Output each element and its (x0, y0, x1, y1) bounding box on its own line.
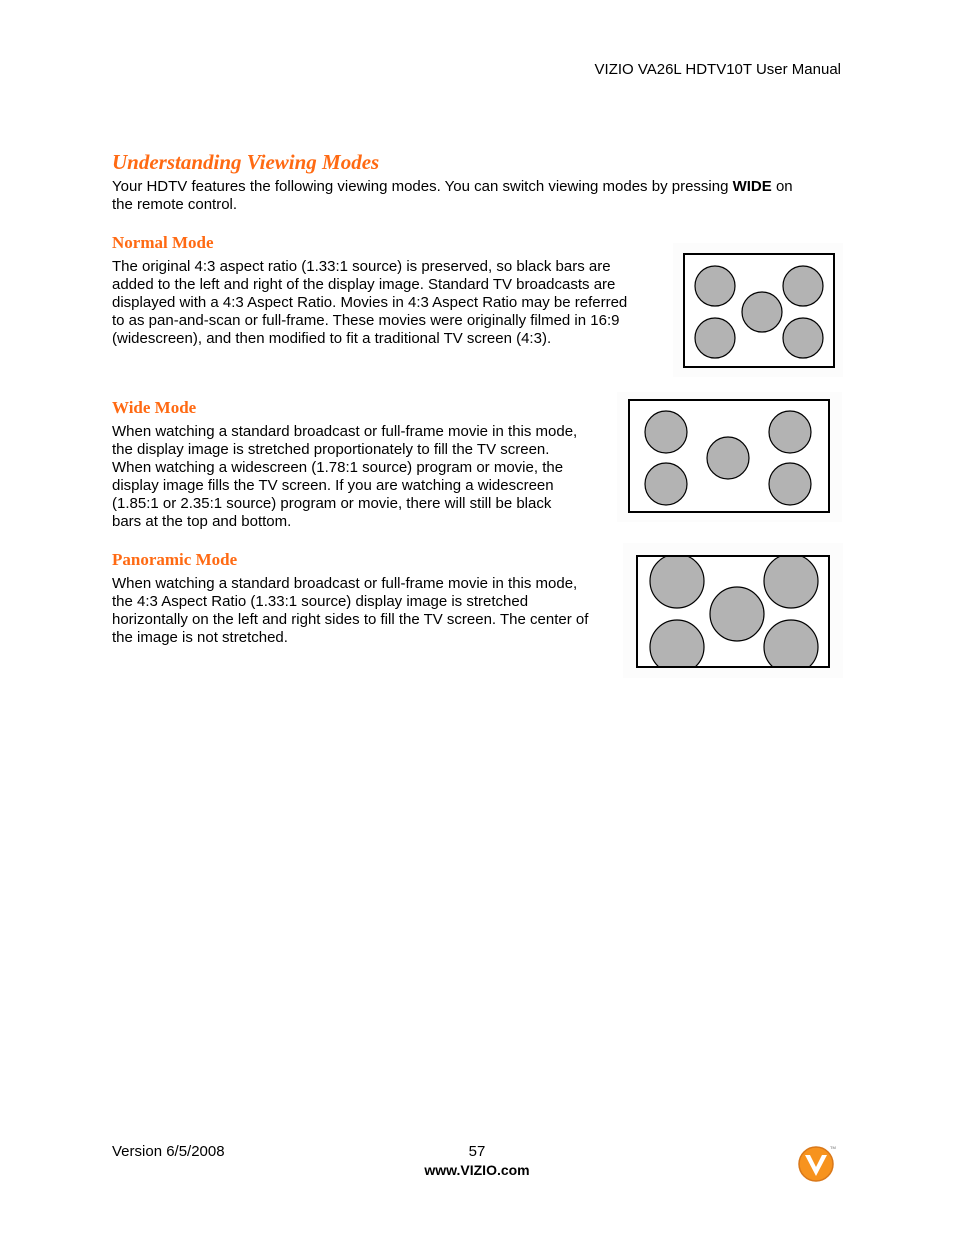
page-number: 57 (468, 1143, 486, 1160)
wide-mode-text: When watching a standard broadcast or full-frame movie in this mode, the display image is stretched proportionately to fill the TV screen. When watching a widescreen (1.78:1 source) program or movie, the display image fills the TV screen. If you are watching a widescreen (1.85:1 or 2.35:1 source) program or movie, there will still be black bars at the top and bottom. (112, 423, 578, 530)
page-header: VIZIO VA26L HDTV10T User Manual (594, 61, 841, 78)
intro-line-2: the remote control. (112, 196, 238, 213)
intro-line-1: Your HDTV features the following viewing modes. You can switch viewing modes by pressing WIDE on (112, 178, 793, 195)
version-label: Version 6/5/2008 (112, 1143, 225, 1160)
normal-mode-diagram (673, 243, 843, 377)
normal-mode-text: The original 4:3 aspect ratio (1.33:1 source) is preserved, so black bars are added to the left and right of the display image. Standard TV broadcasts are displayed with a 4:3 Aspect Ratio. Movies in 4:3 Aspect Ratio may be referred to as pan-and-scan or full-frame. These movies were originally filmed in 16:9 (widescreen), and then modified to fit a traditional TV screen (4:3). (112, 258, 628, 347)
wide-key: WIDE (732, 178, 772, 195)
svg-text:TM: TM (830, 1145, 836, 1150)
panoramic-mode-heading: Panoramic Mode (112, 550, 238, 569)
section-title: Understanding Viewing Modes (112, 150, 380, 174)
wide-mode-diagram (617, 392, 842, 522)
panoramic-mode-diagram (623, 543, 843, 678)
vizio-logo-icon (796, 1143, 836, 1183)
intro-paragraph (112, 178, 793, 214)
panoramic-mode-text: When watching a standard broadcast or full-frame movie in this mode, the 4:3 Aspect Ratio (1.33:1 source) display image is stretched horizontally on the left and right sides to fill the TV screen. The center of the image is not stretched. (112, 575, 589, 646)
wide-mode-heading: Wide Mode (112, 398, 197, 417)
normal-mode-heading: Normal Mode (112, 233, 214, 252)
website-url: www.VIZIO.com (424, 1162, 530, 1178)
